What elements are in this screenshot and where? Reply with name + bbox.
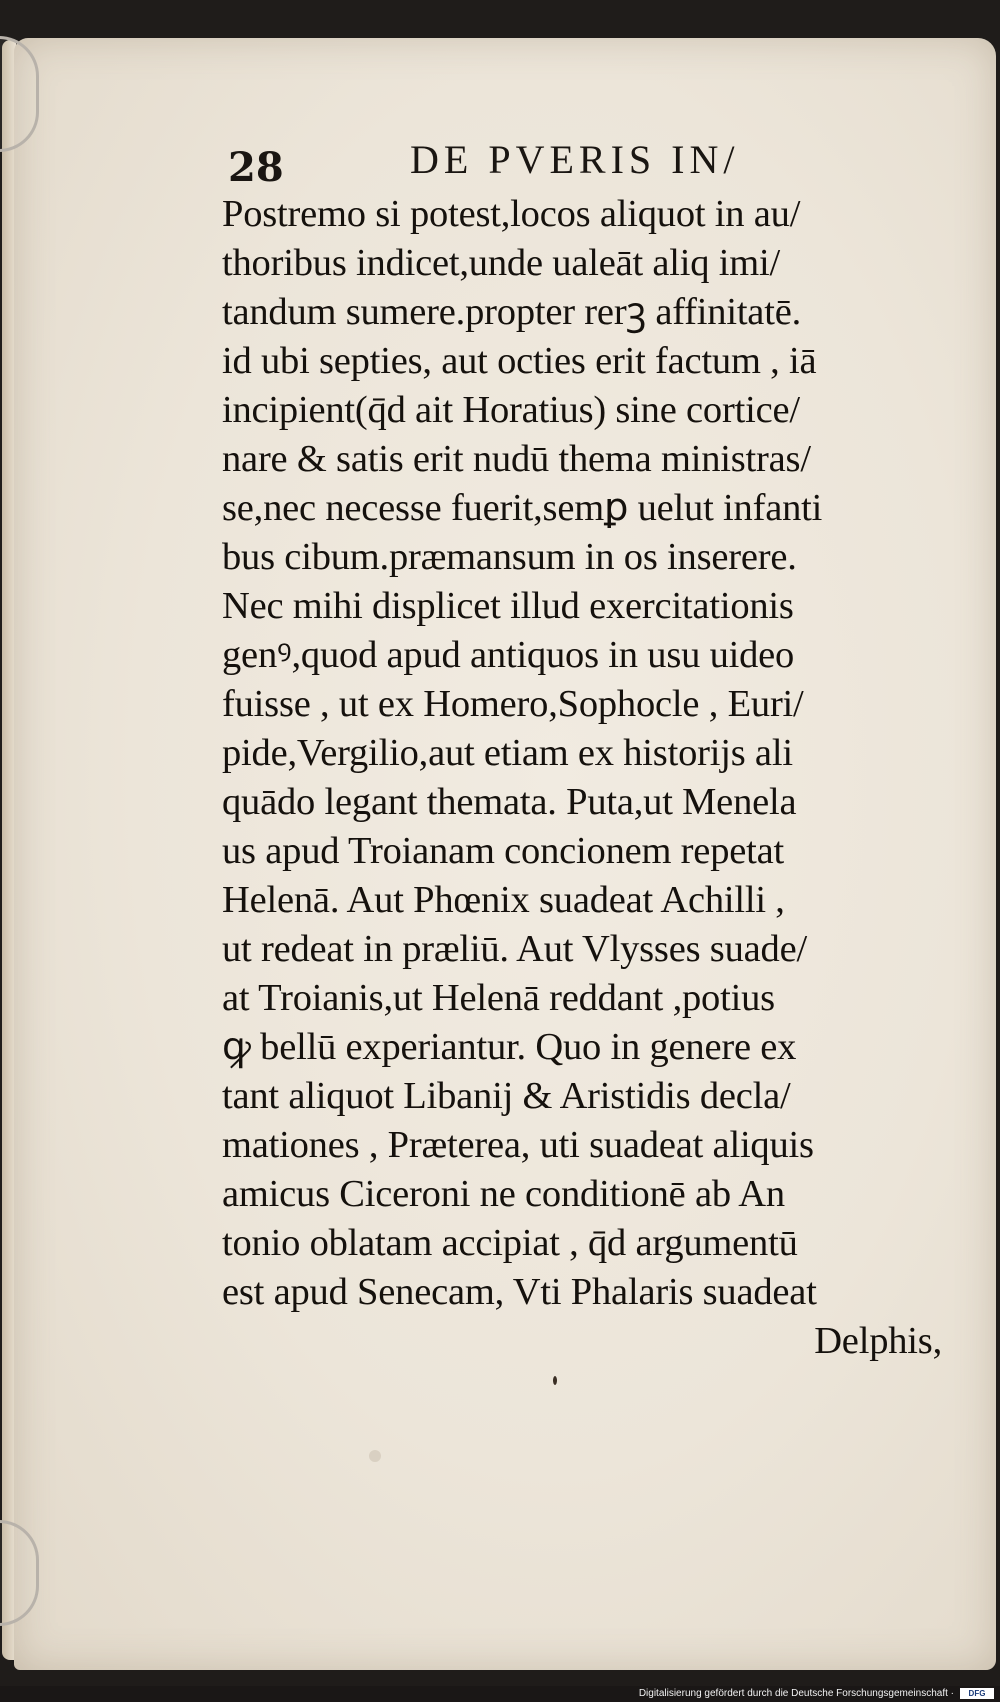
text-line: nare & satis erit nudū thema ministras/: [222, 438, 811, 480]
ink-speck: [369, 1450, 381, 1462]
text-line: se,nec necesse fuerit,semꝑ uelut infanti: [222, 487, 823, 529]
text-line: tant aliquot Libanij & Aristidis decla/: [222, 1075, 791, 1117]
text-line: genꝰ,quod apud antiquos in usu uideo: [222, 634, 795, 676]
body-text: [222, 190, 942, 1366]
text-line: us apud Troianam concionem repetat: [222, 830, 785, 872]
text-line: tonio oblatam accipiat , q̄d argumentū: [222, 1222, 798, 1264]
text-line: amicus Ciceroni ne conditionē ab An: [222, 1173, 785, 1215]
text-line: Helenā. Aut Phœnix suadeat Achilli ,: [222, 879, 785, 921]
text-line: thoribus indicet,unde ualeāt aliq imi/: [222, 242, 781, 284]
text-line: at Troianis,ut Helenā reddant ,potius: [222, 977, 775, 1019]
text-line: ut redeat in præliū. Aut Vlysses suade/: [222, 928, 807, 970]
text-line: quādo legant themata. Puta,ut Menela: [222, 781, 797, 823]
text-line: est apud Senecam, Vti Phalaris suadeat: [222, 1271, 817, 1313]
text-line: Nec mihi displicet illud exercitationis: [222, 585, 794, 627]
text-line: incipient(q̄d ait Horatius) sine cortice/: [222, 389, 800, 431]
ink-speck: [553, 1376, 557, 1385]
text-line: bus cibum.præmansum in os inserere.: [222, 536, 797, 578]
running-head: DE PVERIS IN/: [410, 137, 740, 182]
page-header: [228, 136, 948, 191]
text-line: pide,Vergilio,aut etiam ex historijs ali: [222, 732, 793, 774]
text-line: id ubi septies, aut octies erit factum , iā: [222, 340, 817, 382]
dfg-logo: DFG: [960, 1688, 994, 1699]
text-line: ꝙ bellū experiantur. Quo in genere ex: [222, 1026, 797, 1068]
page-number: 28: [228, 144, 284, 191]
text-line: mationes , Præterea, uti suadeat aliquis: [222, 1124, 814, 1166]
funding-credit: Digitalisierung gefördert durch die Deutsche Forschungsgemeinschaft ·: [638, 1688, 954, 1699]
catchword: Delphis,: [814, 1320, 942, 1362]
text-line: fuisse , ut ex Homero,Sophocle , Euri/: [222, 683, 804, 725]
text-line: Postremo si potest,locos aliquot in au/: [222, 193, 801, 235]
text-line: tandum sumere.propter rerꝫ affinitatē.: [222, 291, 802, 333]
